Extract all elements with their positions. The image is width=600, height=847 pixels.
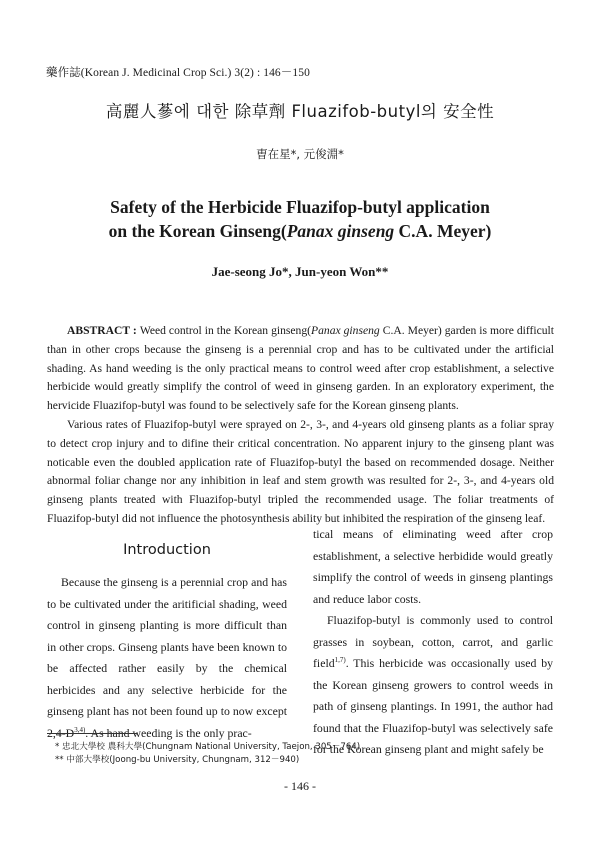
- korean-title: 高麗人蔘에 대한 除草劑 Fluazifob-butyl의 安全性: [105, 102, 495, 121]
- english-title-line2: on the Korean Ginseng(Panax ginseng C.A. Meyer): [108, 221, 492, 241]
- footnote-1: * 忠北大學校 農科大學(Chungnam National University, Taejon, 305－764): [55, 742, 361, 752]
- intro-paragraph-1: Because the ginseng is a perennial crop and has to be cultivated under the aritificial shading, weed control in ginseng planting is more difficult than in other crops. Ginseng plants have been known to be affected rather easily by the chemical herbicides and any selective herbicide for the ginseng plant has not been found up to now except $2,4-D^{3,4)}$. As hand weeding is the only prac-: [47, 575, 287, 740]
- right-column: [313, 524, 553, 761]
- english-title: [0, 195, 600, 243]
- journal-citation: 藥作誌(Korean J. Medicinal Crop Sci.) 3(2) : 146－150: [46, 67, 310, 79]
- section-heading-introduction: Introduction: [123, 542, 211, 558]
- footnote-2: ** 中部大學校(Joong-bu University, Chungnam, 312－940): [55, 755, 300, 765]
- footnote-divider: [47, 733, 137, 734]
- english-title-line1: Safety of the Herbicide Fluazifop-butyl application: [110, 197, 490, 217]
- korean-authors: 曺在星*, 元俊淵*: [256, 147, 344, 161]
- abstract-paragraph-1: ABSTRACT : Weed control in the Korean ginseng(Panax ginseng C.A. Meyer) garden is more difficult than in other crops because the ginseng is a perennial crop and has to be cultivated under the artificial shading. As hand weeding is the only practical means to control weed after crop establishment, a selective herbicide would greatly simplify the control of weed in ginseng garden. In an exploratory experiment, the hervicide Fluazifop-butyl was found to be selectively safe for the Korean ginseng plants.: [47, 324, 555, 413]
- footnotes: [55, 741, 360, 767]
- abstract: [47, 322, 554, 529]
- citation-superscript: 3,4): [74, 725, 86, 734]
- intro-paragraph-1-continued: tical means of eliminating weed after crop establishment, a selective herbidide would greatly simplify the control of weeds in ginseng plantings and reduce labor costs.: [313, 527, 553, 606]
- intro-paragraph-2: Fluazifop-butyl is commonly used to control grasses in soybean, cotton, carrot, and garlic field$^{1,7)}$. This herbicide was occasionally used by the Korean ginseng growers to control weeds in path of ginseng plantings. In 1991, the author had found that the Fluazifop-butyl was selectively safe for the Korean ginseng plant and might safely be: [313, 613, 553, 756]
- abstract-paragraph-2: Various rates of Fluazifop-butyl were sprayed on 2-, 3-, and 4-years old ginseng plants as a foliar spray to detect crop injury and to difine their critical concentration. No apparent injury to the ginseng plant was noticable even the doubled application rate of Fluazifop-butyl the based on recommended dosage. Neither abnormal foliar change nor any inhibition in leaf and stem growth was resulted for 2-, 3-, and 4-years old ginseng plants treated with Fluazifop-butyl tripled the recommended usage. The foliar treatments of Fluazifop-butyl did not influence the photosynthesis ability but inhibited the respiration of the ginseng leaf.: [47, 417, 554, 525]
- english-authors: Jae-seong Jo*, Jun-yeon Won**: [211, 264, 389, 279]
- left-column: [47, 538, 287, 744]
- abstract-label: ABSTRACT :: [67, 324, 140, 337]
- page-number: - 146 -: [284, 779, 316, 793]
- citation-superscript: 1,7): [334, 656, 346, 665]
